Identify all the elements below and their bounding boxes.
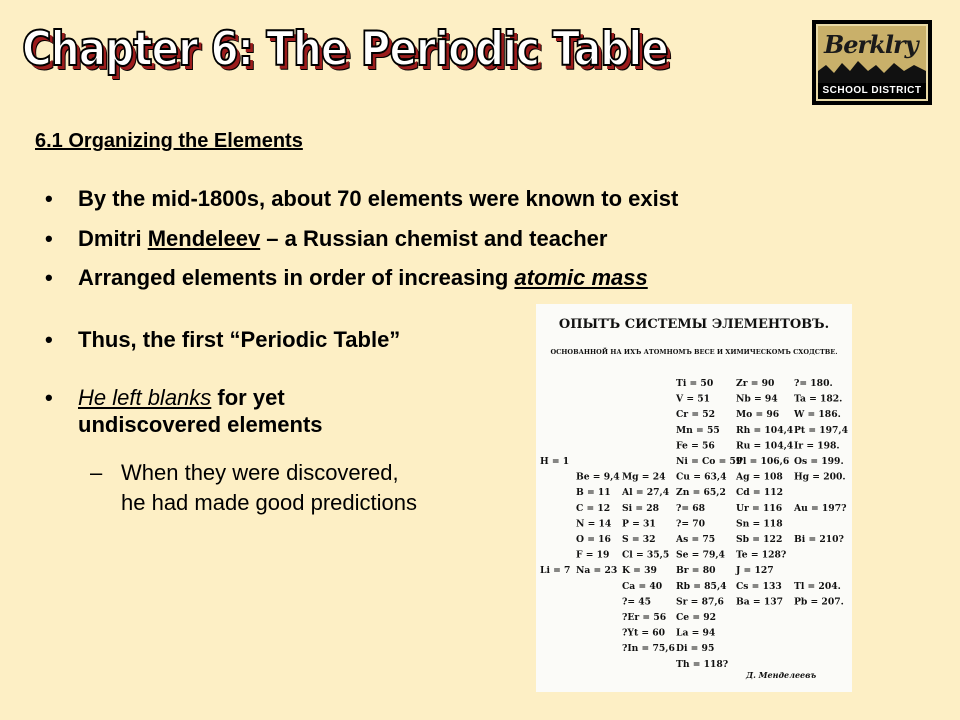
element-entry: Bi = 210?: [794, 534, 844, 545]
bullet-text-pre: Arranged elements in order of increasing: [78, 265, 515, 290]
element-entry: ?Yt = 60: [622, 627, 666, 639]
element-entry: Ru = 104,4: [736, 440, 794, 452]
element-entry: J = 127: [736, 565, 774, 577]
sub-bullet-dash: –: [90, 460, 103, 485]
element-entry: Pt = 197,4: [794, 424, 849, 436]
element-entry: Os = 199.: [794, 456, 844, 467]
element-entry: Ti = 50: [676, 378, 714, 389]
bullet-text: [78, 264, 648, 291]
bullet-text: [78, 225, 607, 252]
bullet-text-post: for yet undiscovered elements: [78, 385, 323, 437]
element-entry: B = 11: [576, 487, 611, 499]
school-district-logo: [812, 20, 932, 105]
bullet-text: [78, 384, 378, 438]
element-entry: Hg = 200.: [794, 471, 846, 483]
element-entry: Na = 23: [576, 565, 618, 577]
element-entry: ?= 70: [676, 518, 706, 530]
element-entry: K = 39: [622, 565, 657, 577]
bullet-dot: •: [45, 226, 53, 251]
element-entry: Ta = 182.: [794, 393, 843, 405]
element-entry: Rh = 104,4: [736, 424, 794, 436]
bullet-dot: •: [45, 265, 53, 290]
element-entry: Sb = 122: [736, 534, 783, 545]
logo-band: SCHOOL DISTRICT: [818, 83, 926, 99]
element-entry: Li = 7: [540, 565, 571, 577]
element-entry: Cr = 52: [676, 409, 716, 421]
mendeleev-heading: ОПЫТЪ СИСТЕМЫ ЭЛЕМЕНТОВЪ.: [558, 317, 830, 332]
bullet-text: By the mid-1800s, about 70 elements were known to exist: [78, 186, 679, 211]
mendeleev-underlined: Mendeleev: [147, 226, 261, 251]
bullet-text-pre: Dmitri: [78, 226, 148, 251]
bullet-text: Thus, the first “Periodic Table”: [78, 327, 401, 352]
bullet-text-post: – a Russian chemist and teacher: [260, 226, 608, 251]
element-entry: Br = 80: [676, 565, 716, 577]
element-entry: Al = 27,4: [622, 487, 670, 499]
element-entry: H = 1: [540, 456, 570, 467]
mendeleev-signature: Д. Менделеевъ: [746, 670, 817, 680]
element-entry: Cd = 112: [736, 487, 784, 499]
element-entry: O = 16: [576, 534, 611, 545]
element-entry: N = 14: [576, 518, 612, 530]
element-entry: Fe = 56: [676, 440, 715, 452]
element-entry: ?= 180.: [794, 378, 833, 389]
element-entry: S = 32: [622, 534, 656, 545]
element-entry: P = 31: [622, 518, 656, 530]
element-entry: Cu = 63,4: [676, 471, 727, 483]
element-entry: Th = 118?: [676, 658, 729, 670]
element-entry: Ir = 198.: [794, 440, 840, 452]
skyline-icon: [818, 57, 926, 83]
element-entry: Pl = 106,6: [736, 456, 790, 467]
element-entry: Ni = Co = 59: [676, 456, 743, 467]
element-entry: La = 94: [676, 627, 716, 639]
element-entry: Se = 79,4: [676, 549, 725, 561]
element-entry: ?In = 75,6: [622, 643, 675, 655]
bullet-dot: •: [45, 385, 53, 410]
element-entry: V = 51: [676, 393, 711, 405]
mendeleev-subheading: ОСНОВАННОЙ НА ИХЪ АТОМНОМЪ ВЕСЕ И ХИМИЧЕСКОМЪ СХОДСТВЕ.: [550, 348, 838, 356]
atomic-mass-emphasis: atomic mass: [514, 265, 648, 290]
element-entry: F = 19: [576, 549, 610, 561]
element-entry: Si = 28: [622, 502, 660, 514]
element-entry: Te = 128?: [736, 549, 787, 561]
element-entry: Mo = 96: [736, 409, 780, 421]
element-entry: W = 186.: [794, 409, 841, 421]
element-entry: Pb = 207.: [794, 596, 844, 608]
element-entry: Mn = 55: [676, 424, 720, 436]
element-entry: Cl = 35,5: [622, 549, 670, 561]
mendeleev-table-image: [536, 304, 852, 692]
element-entry: Cs = 133: [736, 580, 782, 592]
section-heading: 6.1 Organizing the Elements: [35, 130, 303, 152]
element-entry: Ba = 137: [736, 596, 783, 608]
element-entry: Sr = 87,6: [676, 596, 724, 608]
element-entry: ?= 45: [622, 596, 652, 608]
element-entry: ?Er = 56: [622, 612, 667, 623]
element-entry: Ag = 108: [736, 471, 783, 483]
element-entry: Tl = 204.: [794, 580, 841, 592]
left-blanks-emphasis: He left blanks: [78, 385, 212, 410]
element-entry: Rb = 85,4: [676, 580, 727, 592]
element-entry: As = 75: [676, 534, 716, 545]
page-title: Chapter 6: The Periodic Table: [22, 22, 668, 77]
element-entry: C = 12: [576, 502, 611, 514]
element-entry: Nb = 94: [736, 393, 778, 405]
element-entry: ?= 68: [676, 502, 706, 514]
element-entry: Di = 95: [676, 643, 715, 655]
element-entry: Sn = 118: [736, 518, 783, 530]
element-entry: Zn = 65,2: [676, 487, 726, 499]
element-entry: Ce = 92: [676, 612, 717, 623]
bullet-dot: •: [45, 327, 53, 352]
element-entry: Ur = 116: [736, 502, 783, 514]
sub-bullet-text: When they were discovered, he had made good predictions: [121, 460, 417, 515]
element-entry: Be = 9,4: [576, 471, 620, 483]
element-entry: Au = 197?: [794, 502, 847, 514]
element-entry: Mg = 24: [622, 471, 666, 483]
element-entry: Ca = 40: [622, 580, 663, 592]
element-entry: Zr = 90: [736, 378, 775, 389]
logo-script: Berklry: [824, 30, 918, 59]
bullet-dot: •: [45, 186, 53, 211]
